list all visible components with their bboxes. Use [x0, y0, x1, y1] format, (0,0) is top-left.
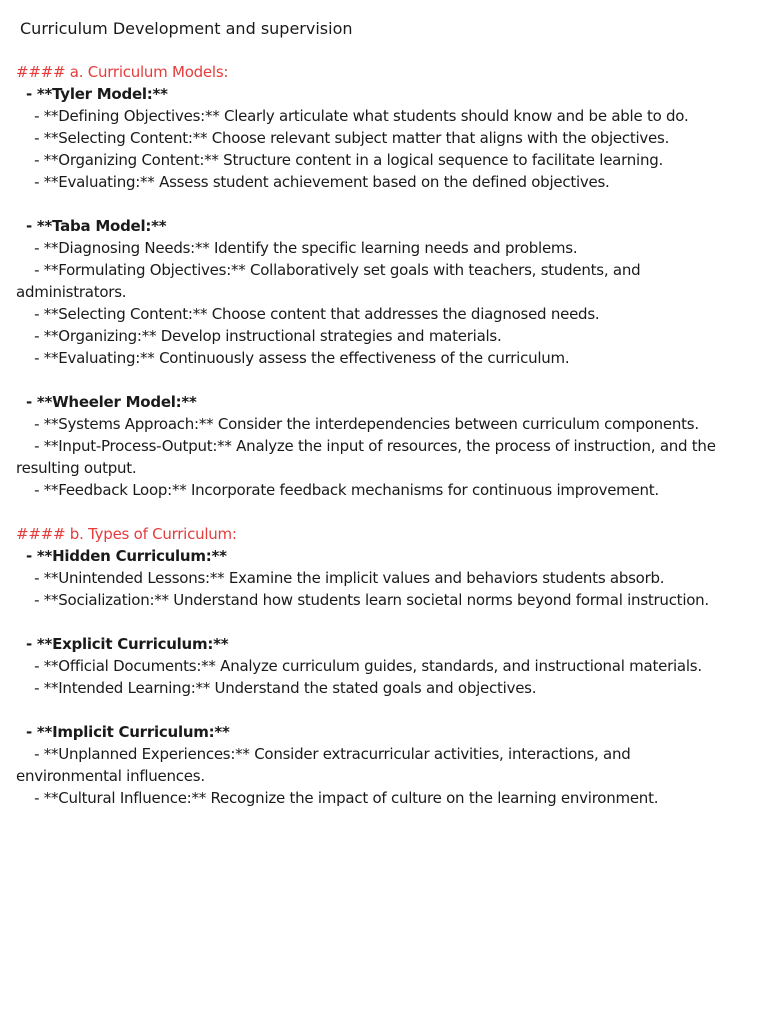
type-heading-explicit: - **Explicit Curriculum:** — [16, 635, 229, 653]
document-title: Curriculum Development and supervision — [20, 19, 353, 38]
list-item: - **Intended Learning:** Understand the stated goals and objectives. — [16, 679, 537, 697]
list-item: - **Systems Approach:** Consider the interdependencies between curriculum components. — [16, 415, 699, 433]
list-item: - **Organizing Content:** Structure content in a logical sequence to facilitate learning. — [16, 151, 663, 169]
section-heading-types-of-curriculum: #### b. Types of Curriculum: — [16, 525, 237, 543]
list-item: - **Socialization:** Understand how students learn societal norms beyond formal instruction. — [16, 591, 709, 609]
list-item: - **Diagnosing Needs:** Identify the specific learning needs and problems. — [16, 239, 578, 257]
list-item: - **Selecting Content:** Choose content that addresses the diagnosed needs. — [16, 305, 600, 323]
spacer — [16, 193, 738, 215]
list-item: - **Evaluating:** Continuously assess the effectiveness of the curriculum. — [16, 349, 570, 367]
list-item: - **Unplanned Experiences:** Consider extracurricular activities, interactions, and environmental influences. — [16, 745, 636, 785]
list-item: - **Feedback Loop:** Incorporate feedback mechanisms for continuous improvement. — [16, 481, 659, 499]
list-item: - **Cultural Influence:** Recognize the impact of culture on the learning environment. — [16, 789, 659, 807]
list-item: - **Unintended Lessons:** Examine the implicit values and behaviors students absorb. — [16, 569, 665, 587]
list-item: - **Input-Process-Output:** Analyze the input of resources, the process of instruction, and the resulting output. — [16, 437, 721, 477]
list-item: - **Formulating Objectives:** Collaboratively set goals with teachers, students, and administrators. — [16, 261, 645, 301]
type-heading-implicit: - **Implicit Curriculum:** — [16, 723, 230, 741]
type-heading-hidden: - **Hidden Curriculum:** — [16, 547, 227, 565]
document-body — [16, 61, 738, 809]
list-item: - **Defining Objectives:** Clearly articulate what students should know and be able to do. — [16, 107, 689, 125]
model-heading-tyler: - **Tyler Model:** — [16, 85, 168, 103]
list-item: - **Evaluating:** Assess student achievement based on the defined objectives. — [16, 173, 610, 191]
model-heading-taba: - **Taba Model:** — [16, 217, 167, 235]
spacer — [16, 699, 738, 721]
spacer — [16, 369, 738, 391]
spacer — [16, 611, 738, 633]
section-heading-curriculum-models: #### a. Curriculum Models: — [16, 63, 229, 81]
spacer — [16, 501, 738, 523]
list-item: - **Official Documents:** Analyze curriculum guides, standards, and instructional materials. — [16, 657, 702, 675]
list-item: - **Organizing:** Develop instructional strategies and materials. — [16, 327, 502, 345]
model-heading-wheeler: - **Wheeler Model:** — [16, 393, 197, 411]
list-item: - **Selecting Content:** Choose relevant subject matter that aligns with the objectives. — [16, 129, 670, 147]
